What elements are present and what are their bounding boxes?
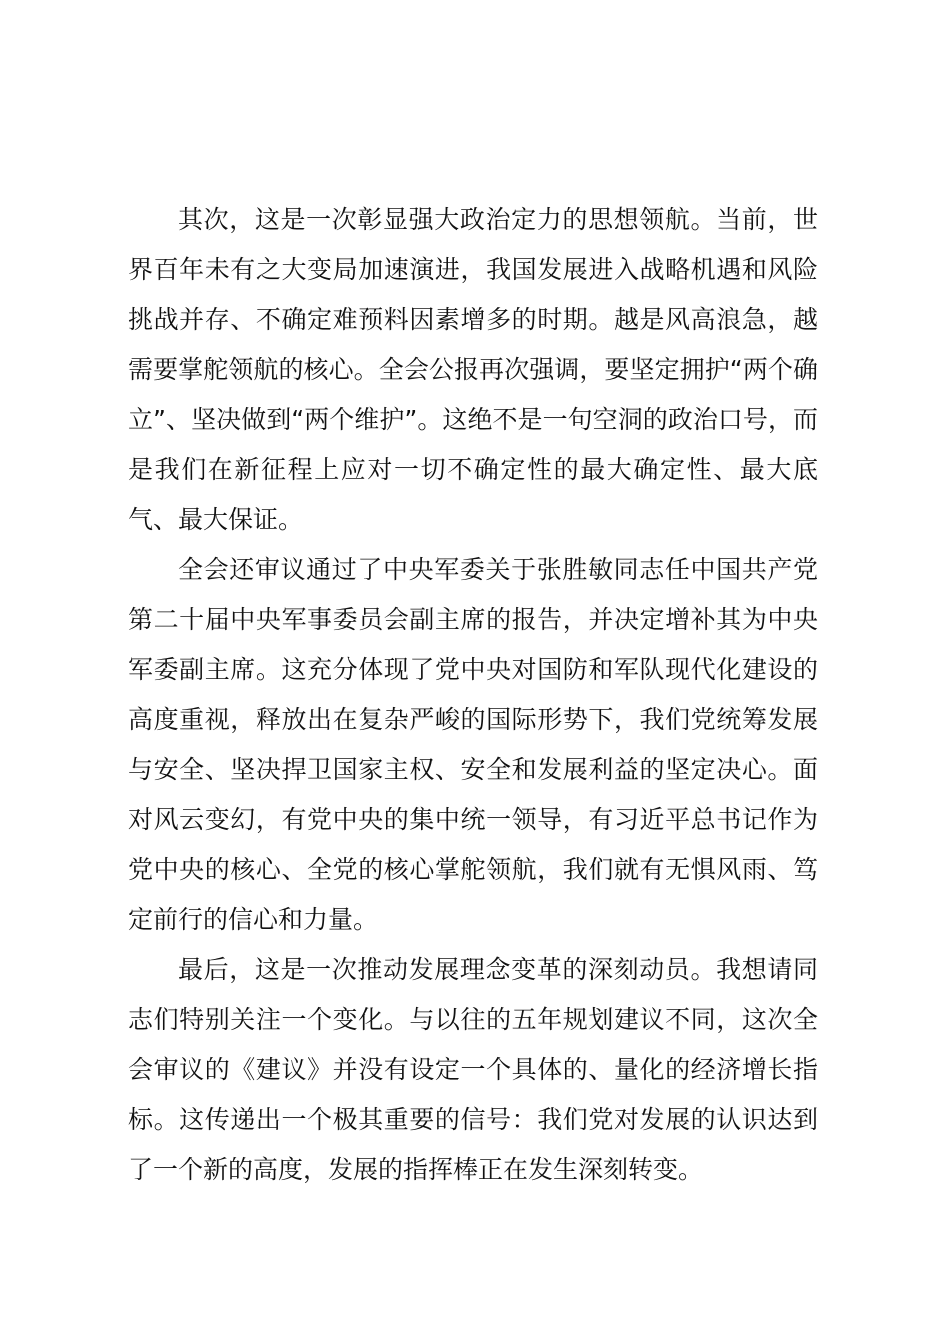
paragraph-political-guidance: 其次，这是一次彰显强大政治定力的思想领航。当前，世界百年未有之大变局加速演进，我国发展进入战略机遇和风险挑战并存、不确定难预料因素增多的时期。越是风高浪急，越需要掌舵领航的核心。全会公报再次强调，要坚定拥护“两个确立”、坚决做到“两个维护”。这绝不是一句空洞的政治口号，而是我们在新征程上应对一切不确定性的最大确定性、最大底气、最大保证。 — [128, 205, 818, 534]
paragraph-development-concept: 最后，这是一次推动发展理念变革的深刻动员。我想请同志们特别关注一个变化。与以往的五年规划建议不同，这次全会审议的《建议》并没有设定一个具体的、量化的经济增长指标。这传递出一个极其重要的信号：我们党对发展的认识达到了一个新的高度，发展的指挥棒正在发生深刻转变。 — [128, 955, 818, 1184]
document-body — [128, 195, 818, 1195]
paragraph-military-commission: 全会还审议通过了中央军委关于张胜敏同志任中国共产党第二十届中央军事委员会副主席的报告，并决定增补其为中央军委副主席。这充分体现了党中央对国防和军队现代化建设的高度重视，释放出在复杂严峻的国际形势下，我们党统筹发展与安全、坚决捍卫国家主权、安全和发展利益的坚定决心。面对风云变幻，有党中央的集中统一领导，有习近平总书记作为党中央的核心、全党的核心掌舵领航，我们就有无惧风雨、笃定前行的信心和力量。 — [128, 555, 818, 934]
